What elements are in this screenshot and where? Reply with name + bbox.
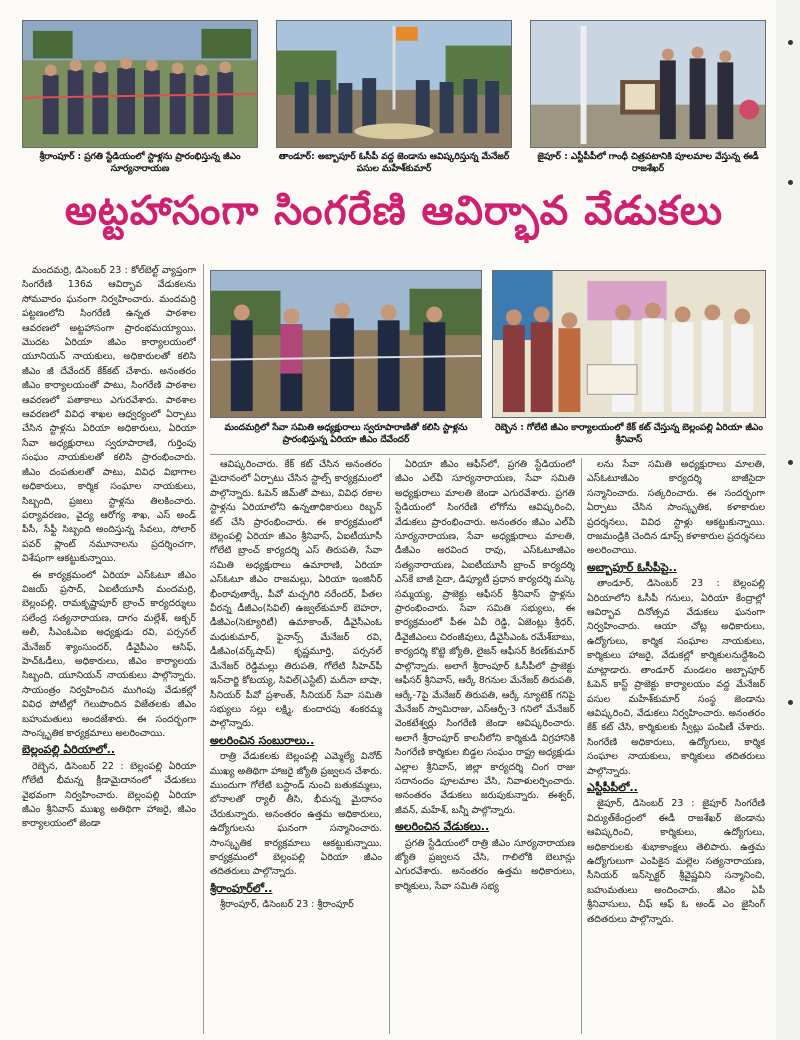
column-divider — [581, 458, 582, 1034]
paragraph: జైపూర్, డిసెంబర్ 23 : జైపూర్ సింగరేణి విద్యుత్‌కేంద్రంలో ఈడీ రాజశేఖర్ జెండాను ఆవిష్కరించి, కార్మికులు, ఉద్యోగులు, అధికారులకు శుభాకాంక్షలు తెలిపారు. ఉత్తమ ఉద్యోగులుగా ఎంపికైన మల్లెల సత్యనారాయణ, సీనియర్ ఇన్‌స్పెక్టర్ శ్రీవైష్ణవిని సన్మానించి, బహుమతులు అందించారు. జీఎం ఏపీ శ్రీనివాసులు, చీఫ్ ఆఫ్ ఓ అండ్ ఎం జైసింగ్ తదితరులు పాల్గొన్నారు. — [587, 798, 765, 925]
photo-gandhi-tribute-jaipur — [530, 20, 766, 148]
photo-caption: రెబ్బెన : గోలేటి జీఎం కార్యాలయంలో కేక్ కట్ చేస్తున్న బెల్లంపల్లి ఏరియా జీఎం శ్రీనివాస్ — [495, 423, 763, 445]
adjacent-page-strip — [776, 0, 800, 1040]
paragraph: ఆవిష్కరించారు. కేక్ కట్ చేసిన అనంతరం మైదానంలో ఏర్పాటు చేసిన స్టాల్స్ కార్యక్రమంలో పాల్గొన్నారు. ఓపెన్ జిమ్‌తో పాటు, వివిధ రకాల స్టాళ్లను ఏరియాలోని ఉన్నతాధికారులు రిబ్బన్ కట్ చేసి ప్రారంభించారు. ఈ కార్యక్రమంలో బెల్లంపల్లి ఏరియా జీఎం శ్రీనివాస్, ఏఐటీయూసీ గోలేటి బ్రాంచ్ కార్యదర్శి ఎస్ తిరుపతి, సేవా సమితి అధ్యక్షురాలు ఉమారాణి, ఏరియా ఎస్‌ఓటూ జీఎం రాజమల్లు, ఏరియా ఇంజినీర్ భీంరావుతార్కే, పీవో మచ్చగిరి నరేందర్, పీతల వీరన్న డీజీఎం(సివిల్) ఉజ్వల్‌కుమార్ బెహరా, డీజీఎం(సెక్యూరిటీ) ఉమాకాంత్, డీవైసీఎంఓ మధుకుమార్, ఫైనాన్స్ మేనేజర్ రవి, డీజీఎం(వర్క్‌షాప్) కృష్ణమూర్తి, పర్సనల్ మేనేజర్ రెడ్డిమల్లు తిరుపతి, గోలేటి సీహెచ్‌పీ ఇన్‌చార్జి కోటయ్య, సివిల్(ఎస్టేట్) మదీనా బాషా, సీనియర్ పీవో ప్రశాంత్, సీనియర్ సేవా సమితి సభ్యులు సల్లు లక్ష్మి, కుందారపు శంకరమ్మ పాల్గొన్నారు. — [210, 459, 382, 730]
photo-caption: శ్రీరాంపూర్ : ప్రగతి స్టేడియంలో స్టాళ్లను ప్రారంభిస్తున్న జీఎం సూర్యనారాయణ — [39, 152, 241, 174]
article-column-4 — [587, 458, 765, 1034]
subheading: అలరించిన వేడుకలు.. — [395, 820, 490, 834]
photo-flag-hoisting-abbapur — [276, 20, 512, 148]
photo-cake-cutting-goleti — [492, 270, 766, 418]
headline: అట్టహాసంగా సింగరేణి ఆవిర్భావ వేడుకలు — [64, 188, 724, 234]
paragraph: ప్రగతి స్టేడియంలో రాత్రి జీఎం సూర్యనారాయణ జ్యోతి ప్రజ్వలన చేసి, గాలిలోకి బెలూన్లు ఎగురవేశారు. అనంతరం ఉత్తమ అధికారులు, కార్మికులు, సేవా సమితి సభ్య — [395, 837, 575, 892]
paragraph: రెబ్బెన, డిసెంబర్ 22 : బెల్లంపల్లి ఏరియా గోలేటి భీమన్న క్రీడామైదానంలో వేడుకలు వైభవంగా నిర్వహించారు. బెల్లంపల్లి ఏరియా జీఎం శ్రీనివాస్ ముఖ్య అతిథిగా హాజరై, జీఎం కార్యాలయంలో జెండా — [22, 760, 196, 830]
subheading: శ్రీరాంపూర్‌లో.. — [210, 881, 273, 895]
bullet-mark — [788, 40, 793, 45]
column-divider — [389, 458, 390, 1034]
paragraph: తాండూర్, డిసెంబర్ 23 : బెల్లంపల్లి ఏరియాలోని ఓసీపీ గనులు, ఏరియా కేంద్రాల్లో ఆవిర్భావ దినోత్సవ వేడుకలు ఘనంగా నిర్వహించారు. ఆయా చోట్ల అధికారులు, ఉద్యోగులు, కార్మిక సంఘాల నాయకులు, కార్మికులు హాజరై, వేడుకల్లో కార్మికులనుద్దేశించి మాట్లాడారు. తాండూర్ మండలం అబ్బాపూర్ ఓపెన్ కాస్ట్ ప్రాజెక్టు కార్యాలయం వద్ద మేనేజర్ పసుల మహేశ్‌కుమార్ సంస్థ జెండాను ఆవిష్కరించి, వేడుకలు నిర్వహించారు. అనంతరం కేక్ కట్ చేసి, కార్మికులకు స్వీట్లు పంపిణీ చేశారు. సింగరేణి అధికారులు, ఉద్యోగులు, కార్మిక సంఘాల నాయకులు, కార్మికులు తదితరులు పాల్గొన్నారు. — [587, 578, 765, 777]
photo-caption: తాండూర్: అబ్బాపూర్ ఓసీపీ వద్ద జెండాను ఆవిష్కరిస్తున్న మేనేజర్ పసుల మహేశ్‌కుమార్ — [278, 152, 510, 174]
bullet-mark — [788, 700, 793, 705]
photo-caption: జైపూర్ : ఎస్టీపీపీలో గాంధీ చిత్రపటానికి పూలమాల వేస్తున్న ఈడీ రాజశేఖర్ — [537, 152, 759, 174]
subheading: అలరించిన సంబురాలు.. — [210, 733, 315, 747]
column-divider — [203, 264, 204, 1034]
article-column-2 — [210, 458, 382, 1034]
paragraph: ఏరియా జీఎం ఆఫీస్‌లో, ప్రగతి స్టేడియంలో జీఎం ఎల్‌వీ సూర్యనారాయణ, సేవా సమితి అధ్యక్షురాలు మాలతి జెండా ఎగురవేశారు. ప్రగతి స్టేడియంలో సింగరేణి లోగోను ఆవిష్కరించి, వేడుకలు ప్రారంభించారు. అనంతరం జీఎం ఎల్‌వీ సూర్యనారాయణ, సేవా అధ్యక్షురాలు మాలతి, డీజీఎం అరవింద రావు, ఎస్‌ఓటూజీఎం సత్యనారాయణ, ఏఐటీయూసీ బ్రాంచ్ కార్యదర్శి ఎస్‌కే బాజీ సైదా, డిప్యూటీ ప్రధాన కార్యదర్శి మస్కె సమ్మయ్య, ప్రాజెక్టు ఆఫీసర్ శ్రీనివాస్ స్టాళ్లను ప్రారంభించారు. సేవా సమితి సభ్యులు, ఈ కార్యక్రమంలో పీఈ ఏవీ రెడ్డి, ఏజెంట్లు శ్రీధర్, డీవైజీఎంలు చిరంజీవులు, డీవైసీఎంఓ రమేశ్‌బాబు, కార్యదర్శి కొట్టె జ్యోతి, లైజన్ ఆఫీసర్ కిరణ్‌కుమార్ పాల్గొన్నారు. అలాగే శ్రీరాంపూర్ ఓసీపీలో ప్రాజెక్టు ఆఫీసర్ శ్రీనివాస్, ఆర్కే 8గనుల మేనేజర్ తిరుపతి, ఆర్కే-7పై మేనేజర్ తిరుపతి, ఆర్కే న్యూటెక్ గనిపై మేనేజర్ స్వామిరాజు, ఎస్ఆర్పీ-3 గనిలో మేనేజర్ వెంకటేశ్వర్లు సింగరేణి జెండా ఆవిష్కరించారు. అలాగే శ్రీరాంపూర్ కాలనీలోని కార్మికుడి విగ్రహానికి సింగరేణి కార్మికుల బిడ్డల సంఘం రాష్ట్ర అధ్యక్షుడు ఎల్లాల శ్రీనివాస్, జిల్లా కార్యదర్శి చింగ రాజు సదానందం పూలమాల వేసి, నివాళులర్పించారు. అనంతరం వేడుకలు జరుపుకున్నారు. ఈశ్వర్, జీవన్, మహేశ్, బన్నీ పాల్గొన్నారు. — [395, 459, 575, 816]
photo-caption: మందమర్రిలో సేవా సమితి అధ్యక్షురాలు స్వరూపారాణితో కలిసి స్టాళ్లను ప్రారంభిస్తున్న ఏరియా జీఎం దేవేందర్ — [224, 423, 468, 445]
paragraph: శ్రీరాంపూర్, డిసెంబర్ 23 : శ్రీరాంపూర్ — [220, 899, 354, 911]
paragraph: లను సేవా సమితి అధ్యక్షురాలు మాలతి, ఎస్‌ఓటూజీఎం కార్యదర్శి బాజీసైదా సన్మానించారు. సత్కరించారు. ఈ సందర్భంగా ఏర్పాటు చేసిన సాంస్కృతిక, కళాకారుల ప్రదర్శనలు, వివిధ స్టాళ్లు ఆకట్టుకున్నాయి. రాజమండ్రికి చెందిన డూప్స్ కళాకారుల ప్రదర్శనలు అలరించాయి. — [587, 459, 765, 557]
subheading: బెల్లంపల్లి ఏరియాలో.. — [22, 743, 116, 757]
paragraph: ఈ కార్యక్రమంలో ఏరియా ఎస్‌ఓటూ జీఎం విజయ్ ప్రసాద్, ఏఐటీయూసీ మందమర్రి, బెల్లంపల్లి, రామకృష్ణాపూర్ బ్రాంచ్ కార్యదర్శులు సలేంద్ర సత్యనారాయణ, దాగం మల్లేశ్, అక్బర్ అలీ, సీఎంఓఏఐ అధ్యక్షుడు రవి, పర్సనల్ మేనేజర్ శ్యాంసుందర్, డీవైపీఎం ఆసిఫ్, హెచ్‌ఓడీలు, అధికారులు, జీఎం కార్యాలయ సిబ్బంది, యూనియన్ నాయకులు పాల్గొన్నారు. సాయంత్రం నిర్వహించిన ముగింపు వేడుకల్లో వివిధ పోటీల్లో గెలుపొందిన విజేతలకు జీఎం బహుమతులు అందజేశారు. ఈ సందర్భంగా సాంస్కృతిక కార్యక్రమాలు అలరించాయి. — [22, 569, 196, 739]
bullet-mark — [788, 180, 793, 185]
paragraph: మందమర్రి, డిసెంబర్ 23 : కోల్‌బెల్ట్ వ్యాప్తంగా సింగరేణి 136వ ఆవిర్భావ వేడుకలను సోమవారం ఘనంగా నిర్వహించారు. మందమర్రి పట్టణంలోని సింగరేణి ఉన్నత పాఠశాల ఆవరణలో అట్టహాసంగా ప్రారంభమయ్యాయి. మొదట ఏరియా జీఎం కార్యాలయంలో యూనియన్ నాయకులు, అధికారులతో కలిసి జీఎం జీ దేవేందర్ కేక్‌కట్ చేశారు. అనంతరం జీఎం కార్యాలయంతో పాటు, సింగరేణి పాఠశాల ఆవరణలో పతాకాలు ఎగురవేశారు. పాఠశాల ఆవరణలో వివిధ శాఖల ఆధ్వర్యంలో ఏర్పాటు చేసిన స్టాళ్లను ఏరియా అధికారులు, ఏరియా సేవా అధ్యక్షురాలు స్వరూపారాణి, గుర్తింపు సంఘం నాయకులతో కలిసి ప్రారంభించారు. జీఎం దంపతులతో పాటు, వివిధ విభాగాల అధికారులు, కార్మిక సంఘాల నాయకులు, సిబ్బంది, ప్రజలు స్టాళ్లను తిలకించారు. పర్యావరణం, వైద్య ఆరోగ్య శాఖ, ఎస్ అండ్ పీసీ, సేఫ్టీ సిబ్బంది అందిస్తున్న సేవలు, సోలార్ పవర్ ప్లాంట్ నమూనాలను ప్రదర్శించగా, విశేషంగా ఆకట్టుకున్నాయి. — [22, 265, 196, 565]
article-column-3 — [395, 458, 575, 1034]
paragraph: రాత్రి వేడుకలకు బెల్లంపల్లి ఎమ్మెల్యే వినోద్ ముఖ్య అతిథిగా హాజరై జ్యోతి ప్రజ్వలన చేశారు. ముందుగా గోలేటి బస్టాండ్ నుంచి బతుకమ్మలు, బోనాలతో ర్యాలీ తీసి, భీమన్న మైదానం చేరుకున్నారు. అనంతరం ఉత్తమ అధికారులు, ఉద్యోగులను ఘనంగా సన్మానించారు. సాంస్కృతిక కార్యక్రమాలు ఆకట్టుకున్నాయి. కార్యక్రమంలో బెల్లంపల్లి ఏరియా జీఎం తదితరులు పాల్గొన్నారు. — [210, 751, 382, 878]
subheading: ఎస్టీపీపీలో.. — [587, 780, 638, 794]
bullet-mark — [788, 460, 793, 465]
photo-stall-opening-srirampur — [22, 20, 258, 148]
section-divider — [210, 454, 766, 455]
subheading: అబ్బాపూర్ ఓసీపీపై.. — [587, 560, 677, 574]
article-column-1 — [22, 264, 196, 1034]
photo-stall-opening-mandamarri — [210, 270, 482, 418]
